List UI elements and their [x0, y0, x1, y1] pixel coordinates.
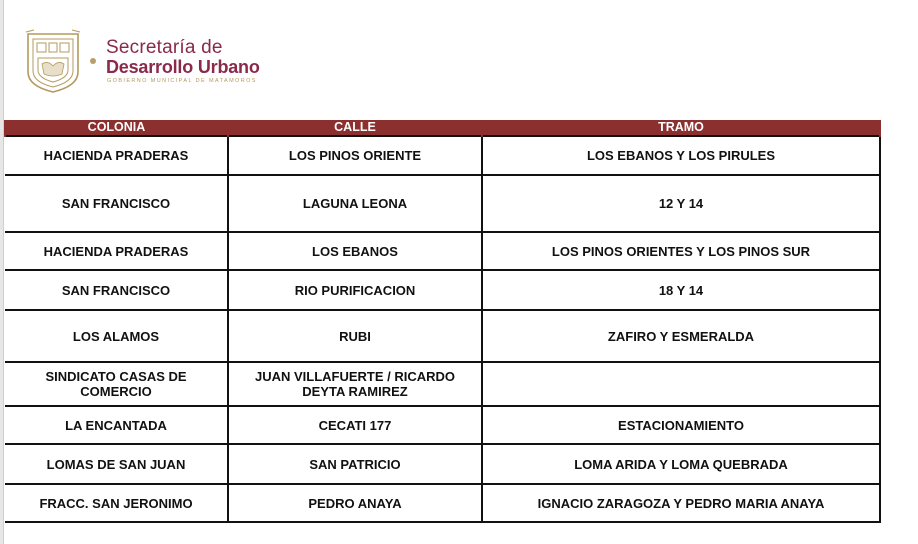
column-header-colonia: COLONIA: [5, 120, 228, 136]
cell-calle: SAN PATRICIO: [228, 444, 482, 484]
table-row: [5, 362, 880, 406]
org-name-line2: Desarrollo Urbano: [106, 57, 260, 77]
cell-calle: LAGUNA LEONA: [228, 175, 482, 232]
cell-tramo: LOMA ARIDA Y LOMA QUEBRADA: [482, 444, 880, 484]
column-header-calle: CALLE: [228, 120, 482, 136]
cell-colonia: HACIENDA PRADERAS: [5, 136, 228, 175]
cell-colonia: SAN FRANCISCO: [5, 175, 228, 232]
cell-colonia: SINDICATO CASAS DE COMERCIO: [5, 362, 228, 406]
municipal-seal-logo: [24, 28, 82, 94]
table-row: [5, 406, 880, 444]
cell-colonia: LOS ALAMOS: [5, 310, 228, 362]
org-name-line1: Secretaría de: [106, 37, 223, 58]
table-row: [5, 444, 880, 484]
cell-tramo: LOS PINOS ORIENTES Y LOS PINOS SUR: [482, 232, 880, 270]
cell-tramo: [482, 362, 880, 406]
streets-table: [4, 120, 881, 523]
table-row: [5, 232, 880, 270]
cell-tramo: ESTACIONAMIENTO: [482, 406, 880, 444]
table-row: [5, 484, 880, 522]
table-row: [5, 136, 880, 175]
cell-calle: RUBI: [228, 310, 482, 362]
table-header-row: [5, 120, 880, 136]
cell-calle: LOS PINOS ORIENTE: [228, 136, 482, 175]
cell-colonia: HACIENDA PRADERAS: [5, 232, 228, 270]
cell-tramo: 12 Y 14: [482, 175, 880, 232]
table-row: [5, 310, 880, 362]
cell-tramo: IGNACIO ZARAGOZA Y PEDRO MARIA ANAYA: [482, 484, 880, 522]
cell-calle: CECATI 177: [228, 406, 482, 444]
streets-table-container: [4, 120, 879, 523]
cell-tramo: 18 Y 14: [482, 270, 880, 310]
brand-separator-dot: [90, 58, 96, 64]
cell-calle: RIO PURIFICACION: [228, 270, 482, 310]
table-row: [5, 270, 880, 310]
cell-calle: PEDRO ANAYA: [228, 484, 482, 522]
column-header-tramo: TRAMO: [482, 120, 880, 136]
cell-colonia: FRACC. SAN JERONIMO: [5, 484, 228, 522]
table-row: [5, 175, 880, 232]
cell-calle: JUAN VILLAFUERTE / RICARDO DEYTA RAMIREZ: [228, 362, 482, 406]
cell-colonia: LA ENCANTADA: [5, 406, 228, 444]
org-subtitle: GOBIERNO MUNICIPAL DE MATAMOROS: [107, 78, 257, 84]
cell-colonia: SAN FRANCISCO: [5, 270, 228, 310]
document-header: [24, 28, 424, 98]
cell-colonia: LOMAS DE SAN JUAN: [5, 444, 228, 484]
cell-tramo: LOS EBANOS Y LOS PIRULES: [482, 136, 880, 175]
cell-calle: LOS EBANOS: [228, 232, 482, 270]
cell-tramo: ZAFIRO Y ESMERALDA: [482, 310, 880, 362]
